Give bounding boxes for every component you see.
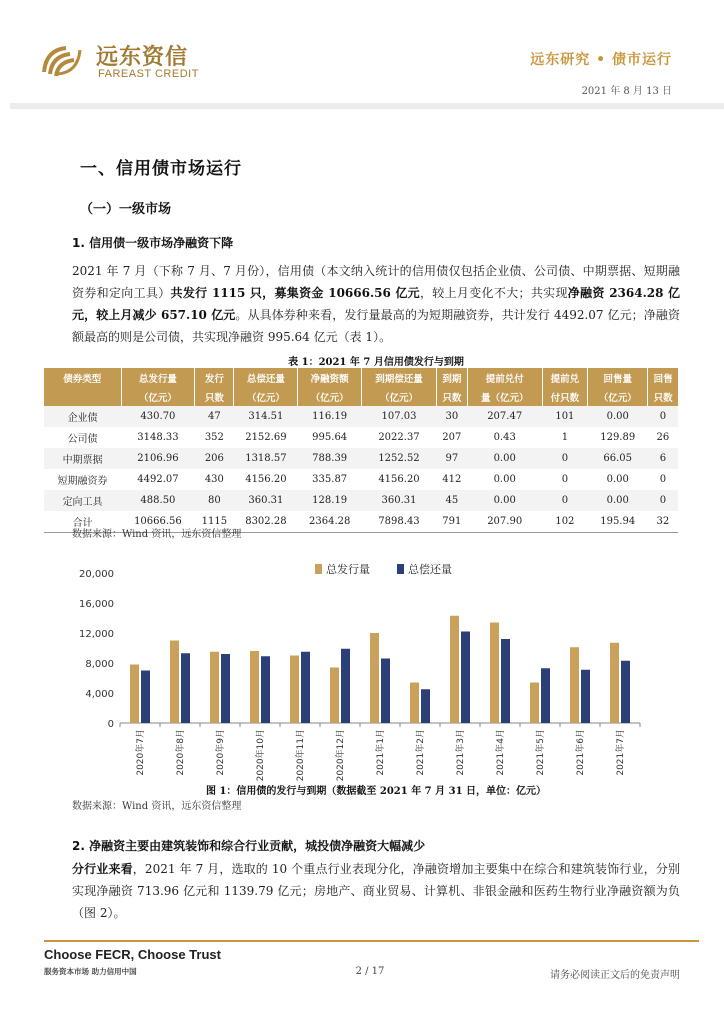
table-cell: 7898.43: [362, 511, 437, 533]
table-cell: 0.00: [588, 469, 648, 490]
table-row: [44, 427, 678, 448]
footer-divider: [44, 940, 699, 942]
x-tick-label: 2021年6月: [576, 729, 586, 776]
table-cell: 97: [436, 448, 467, 469]
table-header-cell: 发行: [195, 368, 234, 387]
table-row: [44, 448, 678, 469]
table-cell: 2364.28: [298, 511, 362, 533]
bond-type-cell: 企业债: [44, 406, 121, 427]
issuance-maturity-chart: [60, 560, 660, 790]
table-cell: 6: [648, 448, 678, 469]
table-cell: 47: [195, 406, 234, 427]
table-cell: 207.90: [467, 511, 542, 533]
header-divider: [10, 103, 724, 109]
table-cell: 3148.33: [121, 427, 195, 448]
table-cell: 128.19: [298, 490, 362, 511]
bond-type-cell: 公司债: [44, 427, 121, 448]
table-header-cell: 回售量: [588, 368, 648, 387]
bar-repayment: [221, 654, 230, 723]
table-cell: 101: [542, 406, 588, 427]
table-cell: 26: [648, 427, 678, 448]
table-cell: 352: [195, 427, 234, 448]
table-cell: 129.89: [588, 427, 648, 448]
table-cell: 2022.37: [362, 427, 437, 448]
bar-repayment: [301, 652, 310, 723]
x-tick-label: 2021年7月: [616, 729, 626, 776]
footer-slogan: Choose FECR, Choose Trust: [44, 947, 221, 962]
table-header-cell: （亿元）: [298, 387, 362, 406]
bar-issuance: [130, 665, 139, 724]
legend-swatch: [397, 564, 404, 574]
table-cell: 788.39: [298, 448, 362, 469]
bond-type-cell: 中期票据: [44, 448, 121, 469]
table-cell: 207: [436, 427, 467, 448]
table-header-cell: 到期偿还量: [362, 368, 437, 387]
table-cell: 412: [436, 469, 467, 490]
table-cell: 430: [195, 469, 234, 490]
table-header-cell: [44, 387, 121, 406]
table-cell: 360.31: [234, 490, 298, 511]
x-tick-label: 2021年3月: [456, 729, 466, 776]
y-tick-label: 8,000: [85, 659, 114, 670]
table-cell: 195.94: [588, 511, 648, 533]
table-cell: 102: [542, 511, 588, 533]
table-caption: 表 1：2021 年 7 月信用债发行与到期: [288, 357, 464, 368]
x-tick-label: 2020年11月: [296, 729, 306, 782]
bar-issuance: [170, 641, 179, 724]
bond-type-cell: 短期融资券: [44, 469, 121, 490]
table-header-cell: 提前兑付: [467, 368, 542, 387]
bar-issuance: [490, 623, 499, 724]
header-section-label: 远东研究 • 债市运行: [530, 52, 672, 68]
brand-name-cn: 远东资信: [96, 45, 189, 70]
table-cell: 206: [195, 448, 234, 469]
para-text: ，2021 年 7 月，选取的 10 个重点行业表现分化，净融资增加主要集中在综合和建筑装饰行业，分别实现净融资 713.96 亿元和 1139.79 亿元；房地产、商业贸易、计算机、非银金融和医药生物行业净融资额为负（图 2）。: [72, 862, 680, 920]
table-cell: 1: [542, 427, 588, 448]
table-cell: 4156.20: [362, 469, 437, 490]
table-cell: 995.64: [298, 427, 362, 448]
table-cell: 8302.28: [234, 511, 298, 533]
para-bold: 分行业来看: [72, 862, 133, 876]
legend-label: 总偿还量: [408, 563, 452, 576]
table-header-cell: （亿元）: [362, 387, 437, 406]
x-tick-label: 2020年10月: [256, 729, 266, 782]
bar-repayment: [141, 671, 150, 724]
bar-issuance: [610, 643, 619, 723]
x-tick-label: 2020年12月: [336, 729, 346, 782]
table-cell: 0: [648, 469, 678, 490]
bar-issuance: [410, 683, 419, 724]
table-cell: 2152.69: [234, 427, 298, 448]
table-cell: 360.31: [362, 490, 437, 511]
y-tick-label: 4,000: [85, 689, 114, 700]
x-tick-label: 2020年9月: [216, 729, 226, 776]
bar-repayment: [541, 668, 550, 723]
y-tick-label: 16,000: [79, 599, 114, 610]
table-header-row: [44, 368, 678, 387]
report-date: 2021 年 8 月 13 日: [581, 86, 672, 97]
table-cell: 207.47: [467, 406, 542, 427]
table-cell: 1252.52: [362, 448, 437, 469]
x-tick-label: 2021年4月: [496, 729, 506, 776]
x-tick-label: 2021年1月: [376, 729, 386, 776]
table-cell: 0.00: [467, 448, 542, 469]
bar-issuance: [450, 616, 459, 723]
para-text: 2021 年 7 月（下称 7 月、7 月份），信用债（本文纳入统计的信用债仅包括企业债、公司债、中期票据、短期融资券和定向工具）: [72, 264, 680, 300]
footer-disclaimer: 请务必阅读正文后的免责声明: [550, 970, 680, 981]
footer-subslogan: 服务资本市场 助力信用中国: [44, 967, 137, 976]
para-bold: 共发行 1115 只，募集资金 10666.56 亿元: [170, 286, 420, 300]
bar-repayment: [461, 632, 470, 724]
y-tick-label: 12,000: [79, 629, 114, 640]
table-cell: 314.51: [234, 406, 298, 427]
table-header-cell: （亿元）: [588, 387, 648, 406]
para-text: ，较上月变化不大；共实现: [419, 286, 568, 300]
table-cell: 107.03: [362, 406, 437, 427]
bar-issuance: [210, 652, 219, 723]
table-cell: 10666.56: [121, 511, 195, 533]
section-heading: 一、信用债市场运行: [80, 159, 242, 179]
bar-repayment: [501, 639, 510, 723]
legend-label: 总发行量: [326, 563, 370, 576]
table-cell: 0: [648, 490, 678, 511]
x-tick-label: 2021年2月: [416, 729, 426, 776]
table-header-cell: 净融资额: [298, 368, 362, 387]
table-cell: 66.05: [588, 448, 648, 469]
table-cell: 2106.96: [121, 448, 195, 469]
chart-source: 数据来源：Wind 资讯，远东资信整理: [72, 801, 242, 812]
bond-type-cell: 定向工具: [44, 490, 121, 511]
table-header-cell: 付只数: [542, 387, 588, 406]
table-header-cell: 只数: [195, 387, 234, 406]
legend-swatch: [315, 564, 322, 574]
table-cell: 45: [436, 490, 467, 511]
table-header-cell: 回售: [648, 368, 678, 387]
table-cell: 791: [436, 511, 467, 533]
table-cell: 0: [542, 448, 588, 469]
table-cell: 0: [648, 406, 678, 427]
table-header-cell: 到期: [436, 368, 467, 387]
bar-repayment: [181, 653, 190, 723]
table-header-cell: （亿元）: [234, 387, 298, 406]
table-cell: 0.43: [467, 427, 542, 448]
para-text: 。从具体券种来看，发行量最高的为短期融资券，共计发行 4492.07 亿元；净融资额最高的则是公司债，共实现净融资 995.64 亿元（表 1）。: [72, 308, 680, 344]
table-cell: 30: [436, 406, 467, 427]
table-header-cell: 债券类型: [44, 368, 121, 387]
y-tick-label: 0: [107, 719, 114, 730]
table-header-cell: （亿元）: [121, 387, 195, 406]
chart-title: 图 1：信用债的发行与到期（数据截至 2021 年 7 月 31 日，单位：亿元）: [205, 786, 547, 797]
page-number: 2 / 17: [355, 966, 385, 977]
bar-repayment: [261, 656, 270, 723]
topic-heading: 1. 信用债一级市场净融资下降: [72, 236, 234, 250]
bar-repayment: [421, 689, 430, 723]
table-source: 数据来源：Wind 资讯，远东资信整理: [72, 529, 242, 540]
table-cell: 0.00: [588, 406, 648, 427]
para-bold: 净融资 2364.28 亿元，较上月减少 657.10 亿元: [72, 286, 680, 322]
table-row: [44, 490, 678, 511]
topic-heading-2: 2. 净融资主要由建筑装饰和综合行业贡献，城投债净融资大幅减少: [72, 839, 426, 853]
fareast-logo-icon: [40, 42, 84, 80]
table-header-cell: 只数: [648, 387, 678, 406]
bar-issuance: [330, 668, 339, 724]
table-header-cell: 量（亿元）: [467, 387, 542, 406]
x-tick-label: 2020年8月: [176, 729, 186, 776]
table-header-cell: 总发行量: [121, 368, 195, 387]
brand-name-en: FAREAST CREDIT: [98, 68, 199, 80]
bar-repayment: [341, 649, 350, 723]
bar-issuance: [250, 651, 259, 723]
bar-issuance: [290, 656, 299, 724]
table-cell: 335.87: [298, 469, 362, 490]
table-cell: 0: [542, 490, 588, 511]
table-cell: 116.19: [298, 406, 362, 427]
bar-repayment: [621, 661, 630, 723]
y-tick-label: 20,000: [79, 569, 114, 580]
paragraph-summary: [72, 260, 680, 348]
table-cell: 1318.57: [234, 448, 298, 469]
table-header-row: [44, 387, 678, 406]
table-cell: 430.70: [121, 406, 195, 427]
bar-issuance: [570, 647, 579, 723]
table-cell: 4156.20: [234, 469, 298, 490]
bar-issuance: [530, 683, 539, 724]
bar-repayment: [581, 670, 590, 723]
bar-repayment: [381, 659, 390, 724]
table-cell: 80: [195, 490, 234, 511]
table-row: [44, 469, 678, 490]
table-cell: 4492.07: [121, 469, 195, 490]
paragraph-industry: [72, 858, 680, 924]
subsection-heading: （一）一级市场: [80, 202, 172, 217]
x-tick-label: 2021年5月: [536, 729, 546, 776]
bar-issuance: [370, 633, 379, 723]
table-header-cell: 总偿还量: [234, 368, 298, 387]
table-header-cell: 只数: [436, 387, 467, 406]
table-cell: 0: [542, 469, 588, 490]
table-cell: 1115: [195, 511, 234, 533]
x-tick-label: 2020年7月: [136, 729, 146, 776]
table-cell: 0.00: [588, 490, 648, 511]
bond-type-cell: 合计: [44, 511, 121, 533]
table-row: [44, 406, 678, 427]
table-header-cell: 提前兑: [542, 368, 588, 387]
table-cell: 0.00: [467, 469, 542, 490]
table-cell: 32: [648, 511, 678, 533]
table-cell: 0.00: [467, 490, 542, 511]
table-cell: 488.50: [121, 490, 195, 511]
issuance-table: [44, 368, 678, 533]
